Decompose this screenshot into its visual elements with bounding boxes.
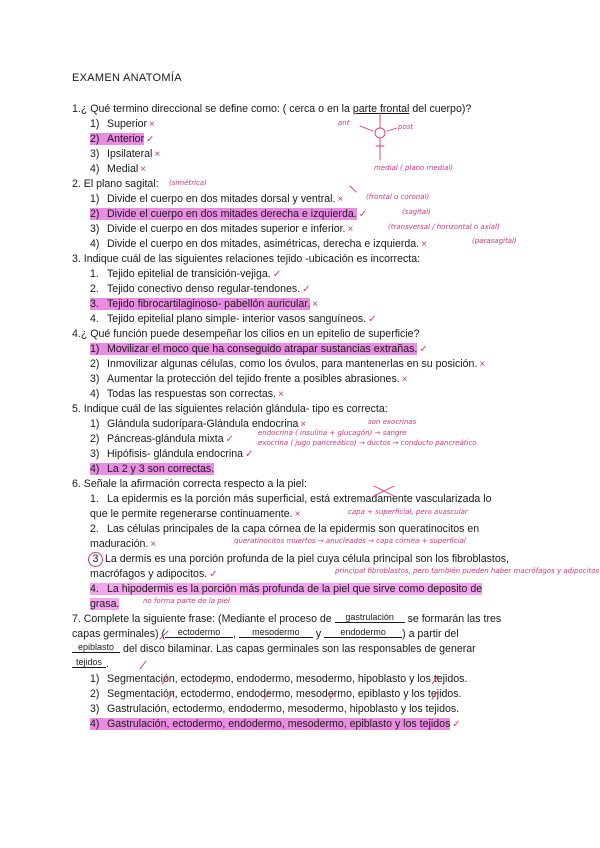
q1-option-2 [90,133,154,145]
q7-stem-e: y [312,628,325,640]
q5-option-2 [90,433,234,445]
q5-stem: 5. Indique cuál de las siguientes relación glándula- tipo es correcta: [72,403,388,415]
q2-stem: 2. El plano sagital: [72,178,159,190]
q2-note-3: (transversal / horizontal o axial) [388,223,500,231]
option-text: Gastrulación, ectodermo, endodermo, mesodermo, epiblasto y los tejidos [107,718,451,730]
option-number: 1) [90,118,100,130]
blank-endodermo: endodermo [324,627,402,638]
circled-number: 3 [88,552,103,567]
q4-option-4 [90,388,284,400]
option-number: 2) [90,358,100,370]
q1-option-1 [90,118,155,130]
q7-stem-a: 7. Complete la siguiente frase: (Mediante el proceso de [72,613,335,625]
cross-mark: × [401,374,408,385]
option-number: 3) [90,223,100,235]
q6-note-4: no forma parte de la piel [143,597,230,605]
q7-stem-d: , [233,628,239,640]
option-text: Divide el cuerpo en dos mitades dorsal y ventral. [107,193,336,205]
option-text: La dermis es una porción profunda de la piel cuya célula principal son los fibroblastos, macrófagos y adipocitos. [90,553,509,580]
cross-mark: × [312,299,319,310]
option-text: Las células principales de la capa córnea de la epidermis son queratinocitos en maduración. [90,523,480,550]
q2-note-1: (frontal o coronal) [366,193,430,201]
q4-stem: 4.¿ Qué función puede desempeñar los cilios en un epitelio de superficie? [72,328,420,340]
option-text: Segmentación, ectodermo, endodermo, mesodermo, hipoblasto y los tejidos. [107,673,468,685]
option-text: Anterior [107,133,145,145]
option-number: 2) [90,208,100,220]
q7-option-4 [90,718,461,730]
cross-mark: × [300,419,307,430]
exam-title: EXAMEN ANATOMÍA [72,72,182,84]
q7-stem-h: . [106,658,109,670]
option-text: Superior [107,118,148,130]
option-text: Hipófisis- glándula endocrina [107,448,244,460]
check-mark: ✓ [419,344,428,355]
option-text: Glándula sudorípara-Glándula endocrina [107,418,299,430]
q4-option-3 [90,373,408,385]
blank-tejidos: tejidos [72,657,106,668]
q1-note-ant: ant [338,119,350,127]
option-number: 3) [90,148,100,160]
option-number: 4. [90,583,99,595]
option-number: 2. [90,523,99,535]
q2-option-1 [90,193,343,205]
option-number: 1) [90,673,100,685]
head-circle-sketch [375,128,385,138]
q2-note-4: (parasagital) [472,237,517,245]
blank-gastrulacion: gastrulación [335,612,405,623]
check-mark: ✓ [245,449,254,460]
option-number: 2) [90,433,100,445]
arrow-ant-stroke [360,126,373,131]
check-mark: ✓ [452,719,461,730]
option-number: 3) [90,703,100,715]
option-text: La epidermis es la porción más superficial, está extremadamente vascularizada lo que le permite regenerarse continuamente. [90,493,492,520]
check-mark: ✓ [225,434,234,445]
q7-option-2 [90,688,462,700]
option-number: 2) [90,688,100,700]
check-mark: ✓ [358,209,368,220]
option-text: Divide el cuerpo en dos mitades superior e inferior. [107,223,346,235]
option-number: 4) [90,163,100,175]
q2-stem-note: (simétrica) [169,179,207,187]
slash-1 [140,661,146,669]
q1-note-medial: medial ( plano medial) [374,164,454,172]
option-text: Ipsilateral [107,148,153,160]
question-7-line-1 [72,613,501,625]
q7-stem-b: se formarán las tres [404,613,502,625]
cross-mark: × [421,239,427,250]
q7-stem-c: capas germinales) ( [72,628,166,640]
q3-option-1 [90,268,281,280]
option-number: 4) [90,463,100,475]
q3-stem: 3. Indique cuál de las siguientes relaciones tejido -ubicación es incorrecta: [72,253,421,265]
question-3 [72,253,420,265]
option-text: Aumentar la protección del tejido frente a posibles abrasiones. [107,373,400,385]
q1-stem-end: del cuerpo)? [409,103,472,115]
q6-option-1 [90,492,510,522]
cross-mark: × [347,224,354,235]
question-5 [72,403,388,415]
option-number: 1) [90,343,100,355]
option-text: Movilizar el moco que ha conseguido atrapar sustancias extrañas. [107,343,418,355]
arrow-post-stroke [387,128,397,131]
q2-note-2: (sagital) [402,208,431,216]
q1-stem-start: 1.¿ Qué termino direccional se define como: ( cerca o en la [72,103,353,115]
question-1 [72,103,471,115]
question-7-line-2 [72,628,459,640]
cross-mark: × [140,164,147,175]
option-number: 4) [90,238,100,250]
option-number: 3) [90,373,100,385]
q5-note-3: exocrina ( jugo pancreático) → ductos → conducto pancreático [258,439,477,447]
tick-stroke [350,186,356,192]
q2-option-4 [90,238,427,250]
question-7-line-4 [72,658,109,670]
option-text: La 2 y 3 son correctas. [107,463,215,475]
q1-stem-underlined: parte frontal [352,103,410,115]
option-number: 2. [90,283,99,295]
option-number: 3) [90,448,100,460]
cross-mark: × [337,194,344,205]
question-2 [72,178,159,190]
q3-option-3 [90,298,318,310]
q7-option-3 [90,703,459,715]
question-7-line-3 [72,643,476,655]
option-number: 1) [90,418,100,430]
q6-note-3: principal fibroblastos, pero también pueden haber macrófagos y adipocitos [335,567,600,575]
option-text: Divide el cuerpo en dos mitades, asimétricas, derecha e izquierda. [107,238,420,250]
option-text: Gastrulación, ectodermo, endodermo, mesodermo, hipoblasto y los tejidos. [107,703,460,715]
q1-option-4 [90,163,146,175]
option-text: Tejido fibrocartilaginoso- pabellón auricular. [107,298,311,310]
check-mark: ✓ [146,134,155,145]
check-mark: ✓ [209,569,218,580]
q5-option-4 [90,463,214,475]
cross-mark: × [149,119,155,130]
option-number: 2) [90,133,100,145]
q7-option-1 [90,673,467,685]
q5-option-3 [90,448,253,460]
q5-note-1: son exocrinas [368,418,417,426]
option-number: 4) [90,388,100,400]
q7-stem-g: del disco bilaminar. Las capas germinales son las responsables de generar [120,643,476,655]
option-text: Medial [107,163,139,175]
option-number: 1. [90,493,99,505]
question-6 [72,478,307,490]
q5-note-2: endocrina ( insulina + glucagón) → sangre [258,429,407,437]
option-number: 1) [90,193,100,205]
q4-option-2 [90,358,485,370]
q3-option-2 [90,283,311,295]
option-text: Todas las respuestas son correctas. [107,388,276,400]
q4-option-1 [90,343,428,355]
option-number: 4) [90,718,100,730]
cross-mark: × [294,509,301,520]
option-text: Segmentación, ectodermo, endodermo, mesodermo, epiblasto y los tejidos. [107,688,462,700]
option-text: Tejido epitelial de transición-vejiga. [107,268,271,280]
option-text: Tejido epitelial plano simple- interior vasos sanguíneos. [107,313,367,325]
option-number: 1. [90,268,99,280]
option-number: 3. [90,298,99,310]
q6-note-2: queratinocitos muertos → anucleados → capa córnea + superficial [234,537,466,545]
option-text: Tejido conectivo denso regular-tendones. [107,283,301,295]
option-text: Inmovilizar algunas células, como los óvulos, para mantenerlas en su posición. [107,358,478,370]
q1-option-3 [90,148,160,160]
q3-option-4 [90,313,377,325]
option-number: 4. [90,313,99,325]
blank-ectodermo: ectodermo [165,627,233,638]
check-mark: ✓ [302,284,311,295]
check-mark: ✓ [368,314,377,325]
blank-epiblasto: epiblasto [72,642,120,653]
cross-mark: × [154,149,161,160]
q2-option-2 [90,208,367,220]
check-mark: ✓ [272,269,282,280]
option-text: Divide el cuerpo en dos mitades derecha e izquierda. [107,208,357,220]
cross-mark: × [479,359,486,370]
q6-stem: 6. Señale la afirmación correcta respecto a la piel: [72,478,307,490]
q7-stem-f: ) a partir del [402,628,459,640]
question-4 [72,328,419,340]
option-text: La hipodermis es la porción más profunda de la piel que sirve como deposito de grasa. [90,583,483,610]
cross-mark: × [150,539,157,550]
blank-mesodermo: mesodermo [239,627,313,638]
cross-mark: × [278,389,284,400]
q1-note-post: post [398,123,414,131]
q2-option-3 [90,223,353,235]
option-text: Páncreas-glándula mixta [107,433,224,445]
q6-note-1: capa + superficial, pero avascular [348,508,468,516]
